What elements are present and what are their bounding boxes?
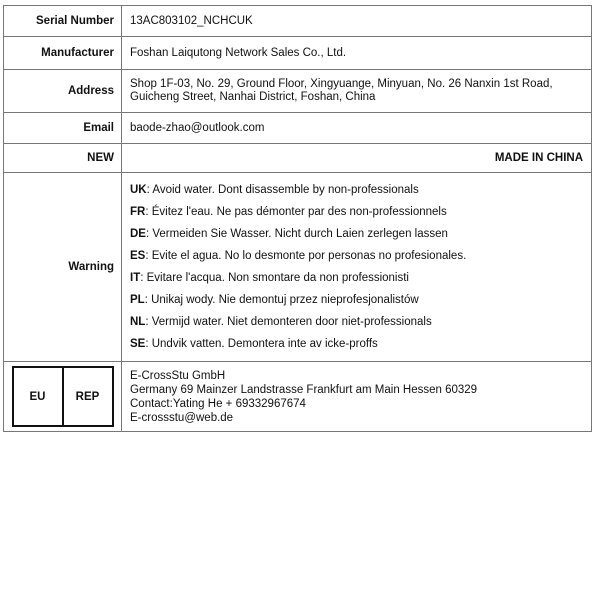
warning-code: DE [130, 228, 146, 240]
warning-code: IT [130, 272, 141, 284]
serial-label: Serial Number [4, 6, 122, 37]
manufacturer-value: Foshan Laiqutong Network Sales Co., Ltd. [122, 37, 592, 70]
warning-row [4, 173, 592, 362]
warning-line-es [130, 245, 583, 267]
warning-text: : Unikaj wody. Nie demontuj przez nieprofesjonalistów [144, 294, 419, 306]
warning-text: : Évitez l'eau. Ne pas démonter par des non-professionnels [145, 206, 447, 218]
serial-row [4, 6, 592, 37]
new-row [4, 144, 592, 173]
warning-code: NL [130, 316, 146, 328]
email-value: baode-zhao@outlook.com [122, 113, 592, 144]
warning-line-fr [130, 201, 583, 223]
warning-code: FR [130, 206, 146, 218]
made-in-value: MADE IN CHINA [122, 144, 592, 173]
eu-rep-contact: Contact:Yating He + 69332967674 [130, 397, 306, 410]
warning-text: : Evite el agua. No lo desmonte por personas no profesionales. [145, 250, 467, 262]
warning-line-it [130, 267, 583, 289]
warning-list [122, 173, 592, 362]
warning-code: SE [130, 338, 146, 350]
address-value: Shop 1F-03, No. 29, Ground Floor, Xingyuange, Minyuan, No. 26 Nanxin 1st Road, Guicheng Street, Nanhai District, Foshan, China [122, 70, 592, 113]
manufacturer-row [4, 37, 592, 70]
warning-code: UK [130, 184, 147, 196]
serial-value: 13AC803102_NCHCUK [122, 6, 592, 37]
rep-badge-label: REP [62, 368, 112, 425]
warning-text: : Undvik vatten. Demontera inte av icke-proffs [145, 338, 378, 350]
new-label: NEW [4, 144, 122, 173]
eu-rep-company: E-CrossStu GmbH [130, 369, 226, 382]
eu-rep-email: E-crossstu@web.de [130, 411, 234, 424]
warning-line-nl [130, 311, 583, 333]
warning-line-se [130, 333, 583, 355]
eu-rep-address: Germany 69 Mainzer Landstrasse Frankfurt am Main Hessen 60329 [130, 383, 478, 396]
email-row [4, 113, 592, 144]
manufacturer-label: Manufacturer [4, 37, 122, 70]
warning-line-de [130, 223, 583, 245]
eu-badge-label: EU [29, 390, 46, 403]
eu-rep-row [4, 362, 592, 432]
warning-line-uk [130, 179, 583, 201]
warning-label: Warning [4, 173, 122, 362]
warning-text: : Evitare l'acqua. Non smontare da non professionisti [140, 272, 409, 284]
eu-rep-details [122, 362, 592, 432]
eu-rep-badge [12, 366, 114, 427]
warning-line-pl [130, 289, 583, 311]
eu-rep-badge-cell [4, 362, 122, 432]
warning-code: ES [130, 250, 146, 262]
address-label: Address [4, 70, 122, 113]
warning-code: PL [130, 294, 145, 306]
email-label: Email [4, 113, 122, 144]
warning-text: : Avoid water. Dont disassemble by non-professionals [146, 184, 419, 196]
address-row [4, 70, 592, 113]
product-label-table [3, 5, 592, 432]
warning-text: : Vermeiden Sie Wasser. Nicht durch Laien zerlegen lassen [145, 228, 448, 240]
warning-text: : Vermijd water. Niet demonteren door niet-professionals [145, 316, 432, 328]
